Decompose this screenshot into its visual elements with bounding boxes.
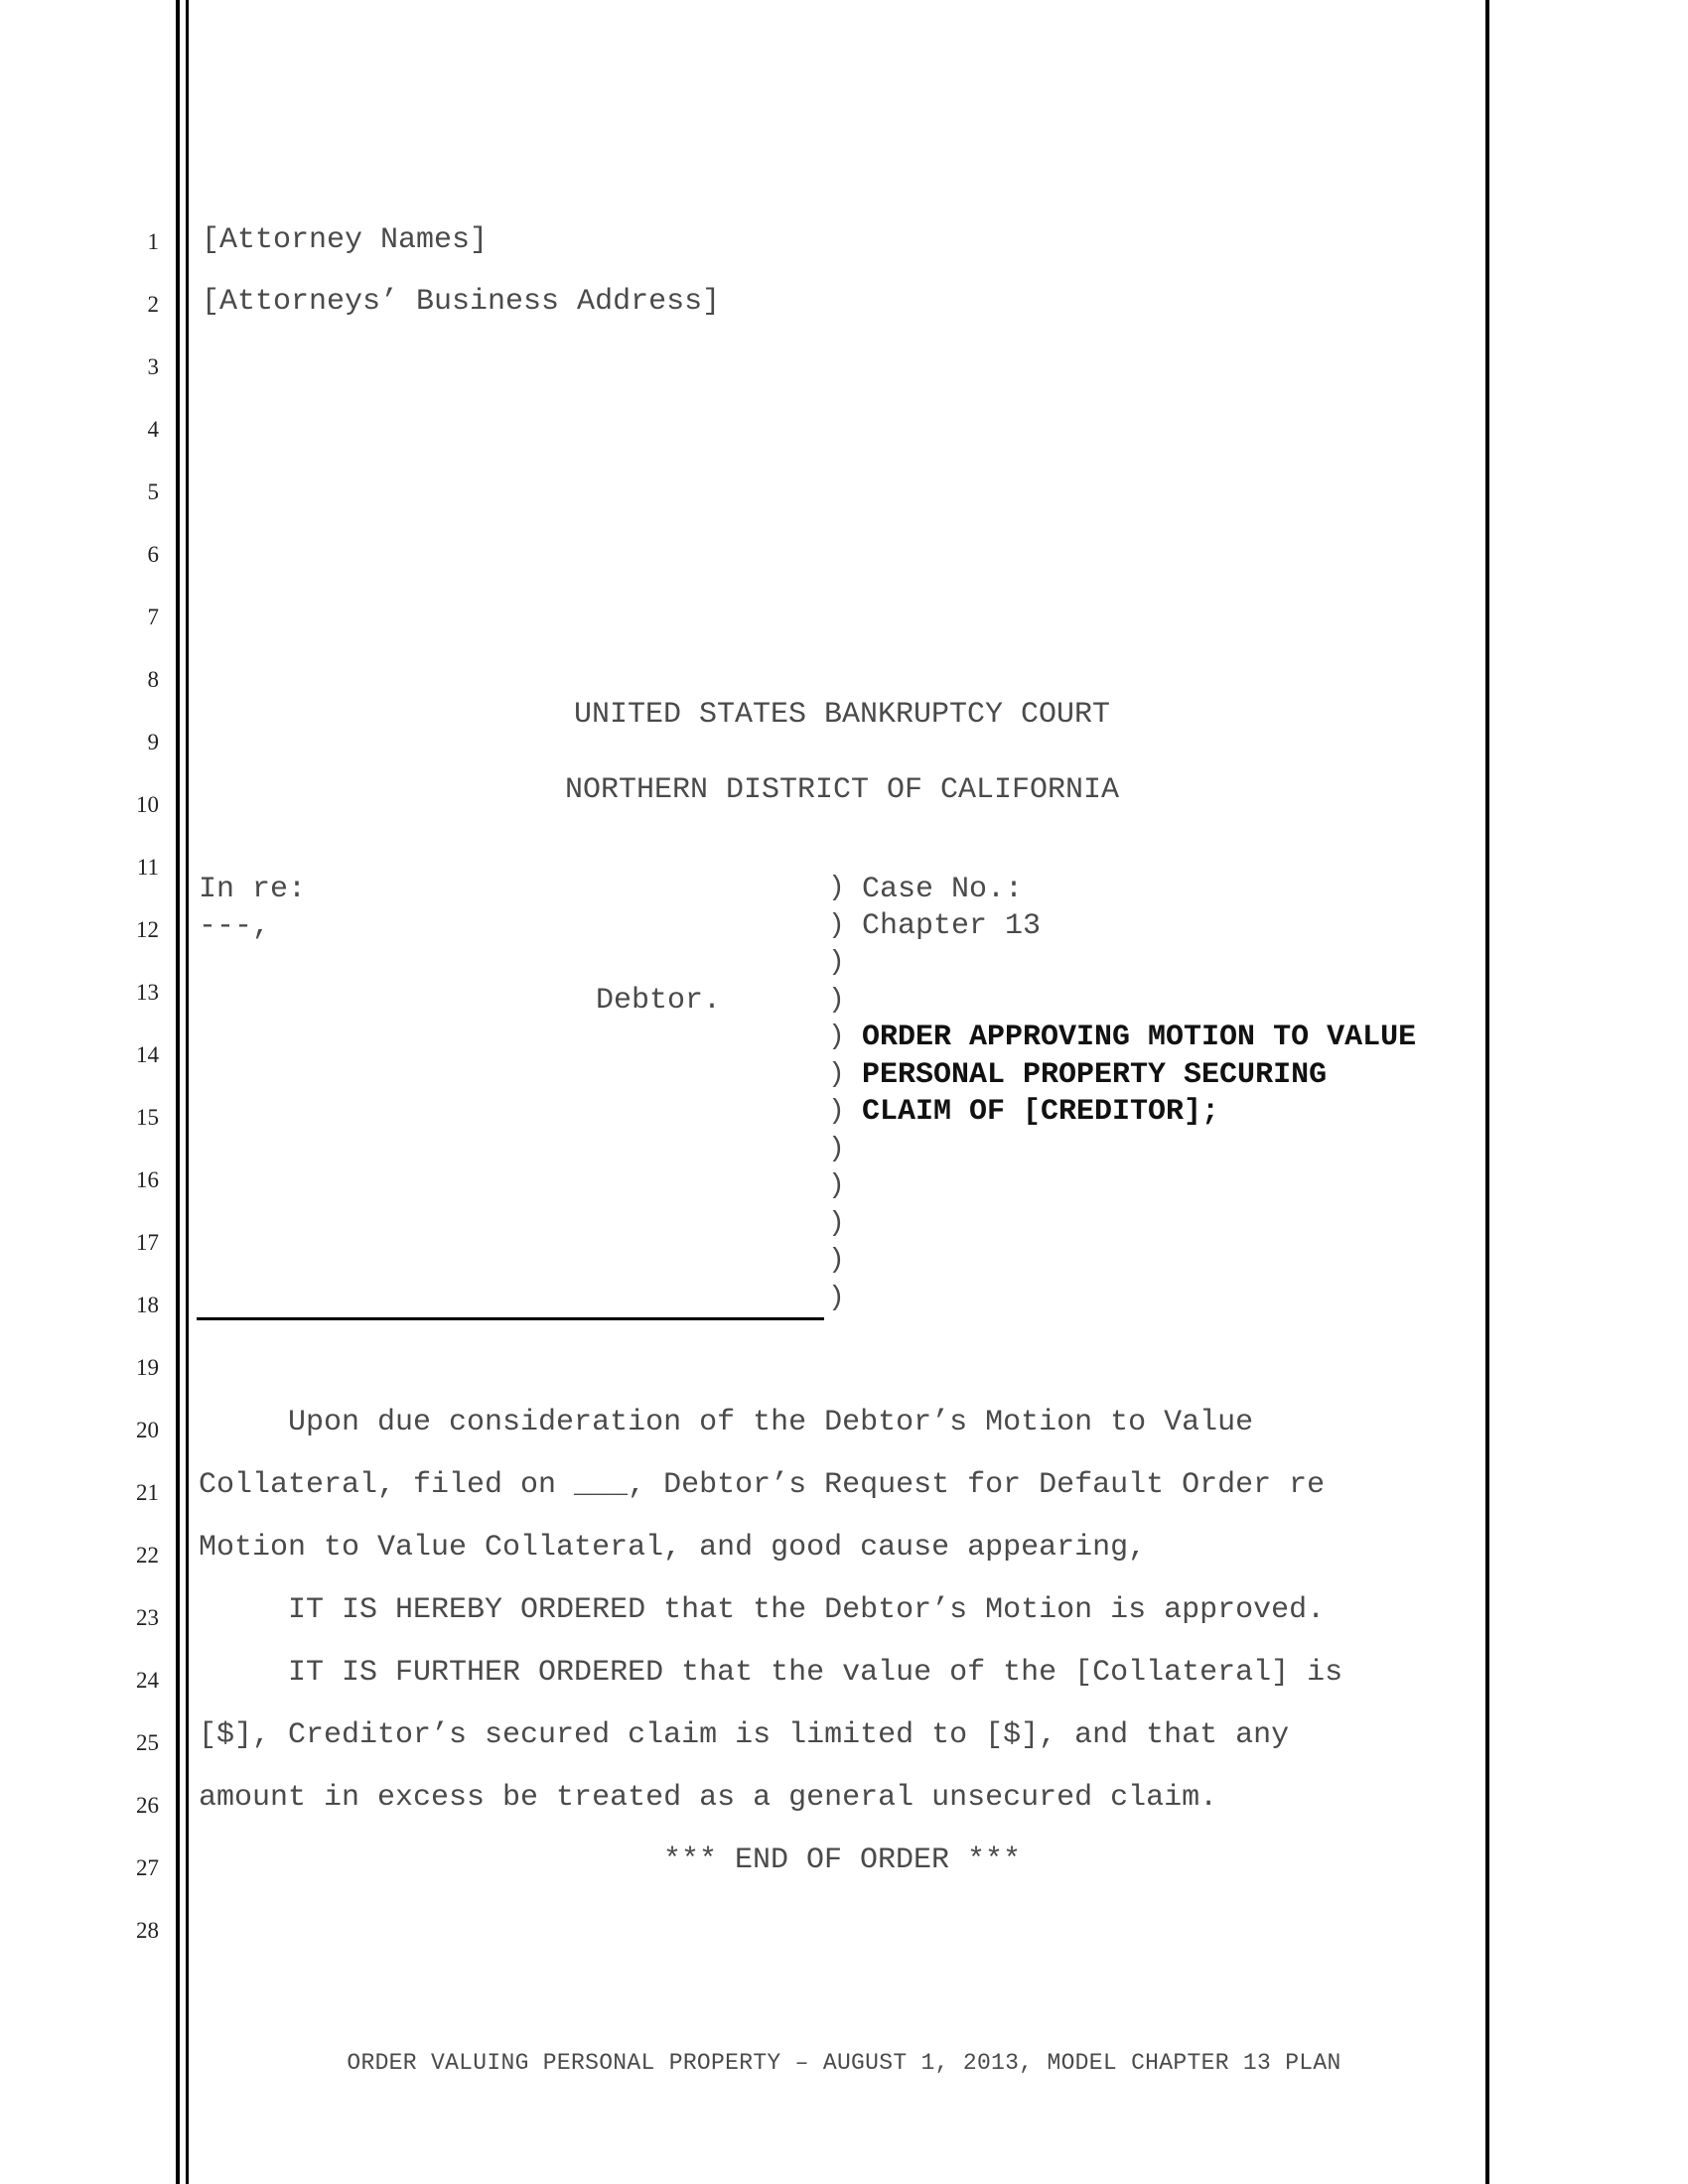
body-line-25: [$], Creditor’s secured claim is limited to [$], and that any <box>199 1718 1290 1752</box>
end-of-order: *** END OF ORDER *** <box>662 1843 1022 1877</box>
line-number: 27 <box>136 1855 159 1880</box>
order-title-line3: CLAIM OF [CREDITOR]; <box>862 1095 1220 1129</box>
line-number: 20 <box>136 1418 159 1442</box>
left-margin-rule-outer <box>176 0 180 2184</box>
line-number: 16 <box>136 1167 159 1192</box>
line-number: 24 <box>136 1668 159 1693</box>
line-number: 25 <box>136 1730 159 1755</box>
line-number: 10 <box>136 792 159 817</box>
caption-in-re: In re: <box>199 873 307 906</box>
line-number: 13 <box>136 980 159 1005</box>
line-number: 15 <box>136 1105 159 1130</box>
case-number: Case No.: <box>862 873 1024 906</box>
line-number: 11 <box>136 855 159 880</box>
line-number: 14 <box>136 1042 159 1067</box>
line-number: 22 <box>136 1543 159 1568</box>
attorney-address: [Attorneys’ Business Address] <box>202 285 721 319</box>
line-number: 19 <box>136 1355 159 1380</box>
line-number: 9 <box>147 730 159 754</box>
line-number: 5 <box>147 479 159 504</box>
line-number: 26 <box>136 1793 159 1818</box>
line-number: 12 <box>136 917 159 942</box>
caption-paren-column: ) ) ) ) ) ) ) ) ) ) ) ) <box>828 873 845 1313</box>
body-line-26: amount in excess be treated as a general unsecured claim. <box>199 1781 1218 1815</box>
body-line-24: IT IS FURTHER ORDERED that the value of the [Collateral] is <box>199 1656 1343 1690</box>
page-footer: ORDER VALUING PERSONAL PROPERTY – AUGUST 1, 2013, MODEL CHAPTER 13 PLAN <box>347 2050 1341 2076</box>
line-number: 28 <box>136 1918 159 1943</box>
order-title-line1: ORDER APPROVING MOTION TO VALUE <box>862 1021 1417 1054</box>
body-line-20: Upon due consideration of the Debtor’s Motion to Value <box>199 1406 1254 1439</box>
line-number: 18 <box>136 1293 159 1317</box>
line-number: 6 <box>147 542 159 567</box>
line-number: 23 <box>136 1605 159 1630</box>
right-margin-rule <box>1485 0 1489 2184</box>
body-line-21: Collateral, filed on ___, Debtor’s Request for Default Order re <box>199 1468 1326 1502</box>
court-name: UNITED STATES BANKRUPTCY COURT <box>573 698 1111 732</box>
body-line-23: IT IS HEREBY ORDERED that the Debtor’s Motion is approved. <box>199 1593 1326 1627</box>
left-margin-rule-inner <box>186 0 189 2184</box>
line-number: 17 <box>136 1230 159 1255</box>
line-number: 3 <box>147 354 159 379</box>
line-number: 4 <box>147 417 159 442</box>
line-number: 7 <box>147 605 159 629</box>
attorney-names: [Attorney Names] <box>202 223 489 257</box>
order-title-line2: PERSONAL PROPERTY SECURING <box>862 1058 1328 1092</box>
chapter: Chapter 13 <box>862 909 1042 943</box>
caption-debtor-label: Debtor. <box>596 984 722 1018</box>
line-number: 2 <box>147 292 159 317</box>
court-district: NORTHERN DISTRICT OF CALIFORNIA <box>564 773 1120 807</box>
caption-underline <box>197 1317 824 1320</box>
body-line-22: Motion to Value Collateral, and good cause appearing, <box>199 1531 1147 1565</box>
line-number: 1 <box>147 229 159 254</box>
caption-debtor-name: ---, <box>199 909 271 943</box>
line-number: 21 <box>136 1480 159 1505</box>
line-number-column <box>0 0 169 2184</box>
line-number: 8 <box>147 667 159 692</box>
